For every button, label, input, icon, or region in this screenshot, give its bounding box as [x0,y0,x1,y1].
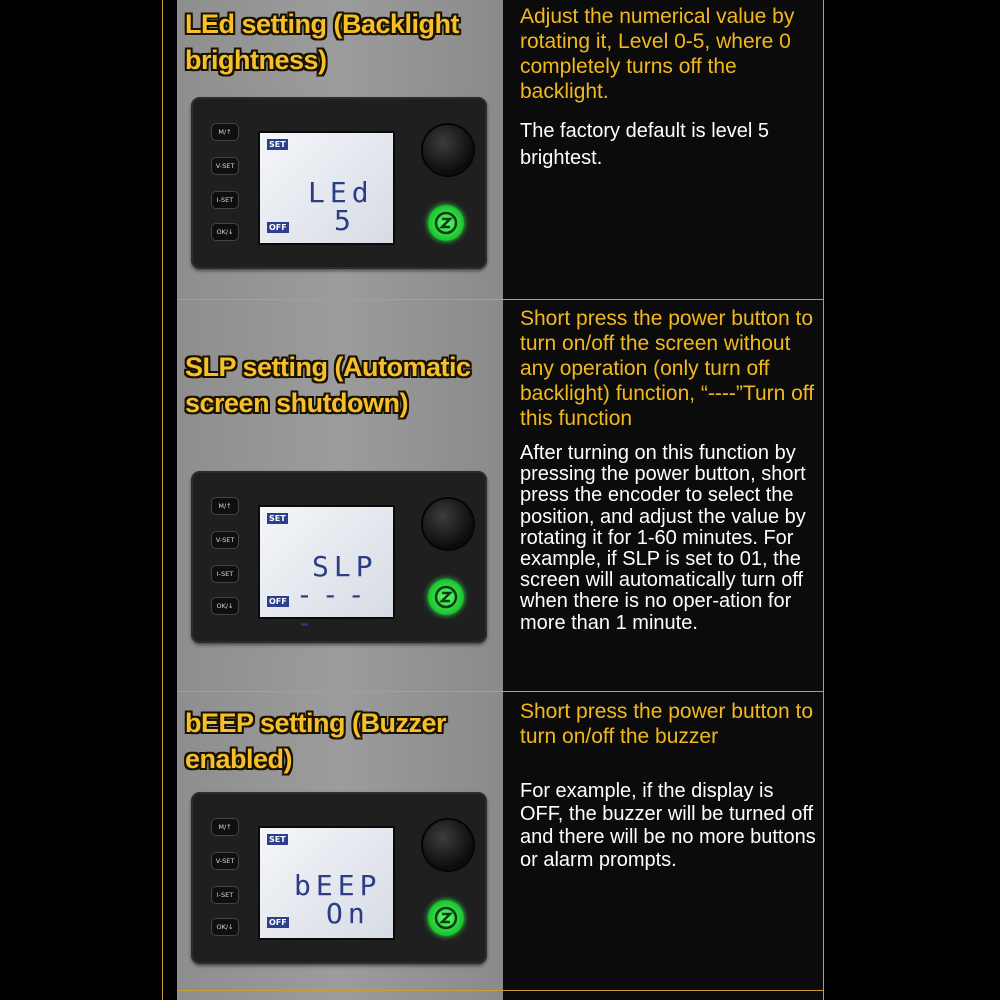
section-highlight-beep: Short press the power button to turn on/off the buzzer [520,700,814,748]
power-icon [433,584,459,610]
section-description-led: The factory default is level 5 brightest. [520,120,770,169]
lcd-line-1: SLP [312,550,378,583]
device-button-i-set: I-SET [211,565,239,583]
device-button-v-set: V-SET [211,852,239,870]
device-button-ok-down: OK/↓ [211,918,239,936]
device-button-i-set: I-SET [211,886,239,904]
device-button-i-set: I-SET [211,191,239,209]
section-description-slp: After turning on this function by pressing the power button, short press the encoder to select the position, and adjust the value by rotating it for 1-60 minutes. For example, if SLP is set to 01, the screen will automatically turn off when there is no oper-ation for more than 1 minute. [520,442,806,634]
device-image-beep [191,792,487,964]
rotary-knob-icon [423,820,473,870]
off-indicator: OFF [269,223,287,232]
device-button-m-up: M/↑ [211,123,239,141]
off-indicator: OFF [269,597,287,606]
lcd-line-2: On [326,897,370,930]
lcd-line-2: ---- [296,578,374,639]
device-button-v-set: V-SET [211,157,239,175]
section-title-beep: bEEP setting (Buzzer enabled) [185,708,447,774]
section-title-led: LEd setting (Backlight brightness) [185,9,460,75]
section-highlight-slp: Short press the power button to turn on/off the screen without any operation (only turn off backlight) function, “----”Turn off this function [520,307,815,430]
lcd-screen [258,505,395,639]
set-indicator: SET [269,514,286,523]
lcd-line-1: bEEP [294,869,382,902]
lcd-screen [258,131,395,245]
power-button [428,205,464,241]
set-indicator: SET [269,835,286,844]
rotary-knob-icon [423,499,473,549]
power-button [428,900,464,936]
section-highlight-led: Adjust the numerical value by rotating it, Level 0-5, where 0 completely turns off the backlight. [520,5,795,103]
divider [177,299,823,300]
rotary-knob-icon [423,125,473,175]
power-icon [433,905,459,931]
device-button-m-up: M/↑ [211,497,239,515]
device-button-ok-down: OK/↓ [211,223,239,241]
device-button-m-up: M/↑ [211,818,239,836]
device-button-v-set: V-SET [211,531,239,549]
power-button [428,579,464,615]
device-button-ok-down: OK/↓ [211,597,239,615]
power-icon [433,210,459,236]
divider [177,691,823,692]
lcd-screen [258,826,395,940]
section-title-slp: SLP setting (Automatic screen shutdown) [185,352,471,418]
off-indicator: OFF [269,918,287,927]
lcd-line-2: 5 [334,204,356,237]
section-description-beep: For example, if the display is OFF, the buzzer will be turned off and there will be no more buttons or alarm prompts. [520,780,816,871]
device-image-slp [191,471,487,643]
device-image-led [191,97,487,269]
divider [177,990,823,991]
lcd-line-1: LEd [308,176,374,209]
set-indicator: SET [269,140,286,149]
